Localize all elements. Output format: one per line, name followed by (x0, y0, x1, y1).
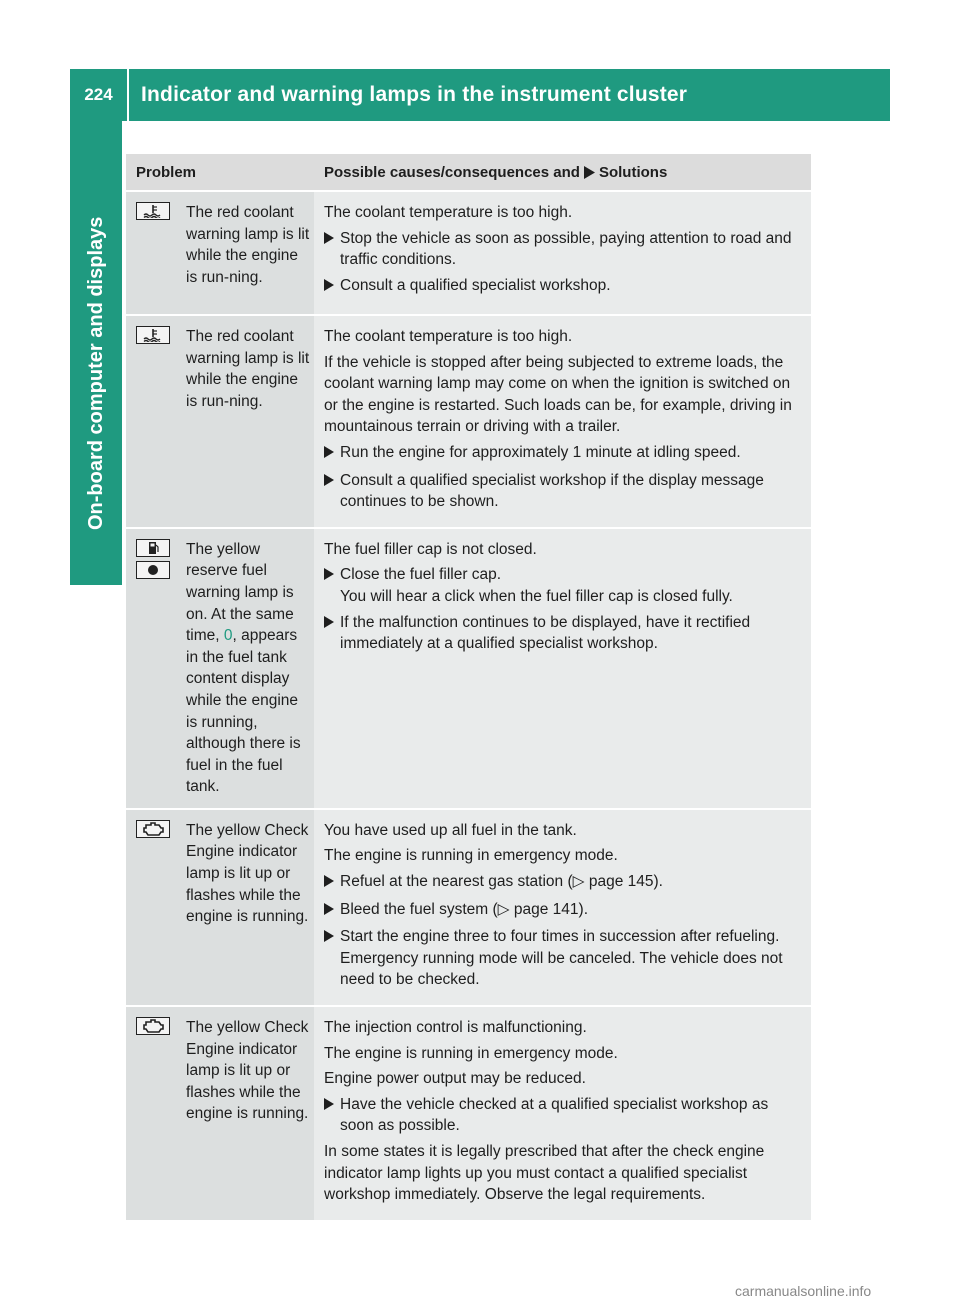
coolant-temp-icon (136, 202, 170, 220)
cause-text: If the vehicle is stopped after being subjected to extreme loads, the coolant warning lamp may come on when the ignition is switched on or the engine is restarted. Such loads can be, for example, driving in mountainous terrain or driving with a trailer. (324, 353, 792, 436)
solution-step-text: Stop the vehicle as soon as possible, paying attention to road and traffic conditions. (340, 229, 792, 269)
step-arrow-icon (324, 564, 340, 607)
table-body (126, 192, 811, 1222)
problem-text: The yellow Check Engine indicator lamp is lit up or flashes while the engine is running. (186, 1019, 309, 1123)
solutions-cell (314, 316, 811, 527)
solution-step (324, 899, 803, 923)
solution-step-text: Run the engine for approximately 1 minute at idling speed. (340, 443, 741, 461)
page-header (70, 69, 890, 121)
coolant-temp-icon (136, 326, 170, 344)
solution-step (324, 442, 803, 466)
cause-text: The fuel filler cap is not closed. (324, 540, 537, 558)
problem-text-start: The yellow reserve fuel warning lamp is on. At the same time, (186, 540, 294, 645)
problem-cell (126, 192, 314, 314)
table-row (126, 810, 811, 1007)
problem-cell (126, 529, 314, 808)
step-arrow-icon (324, 926, 340, 991)
cause-text: You have used up all fuel in the tank. (324, 821, 577, 839)
solution-step (324, 1094, 803, 1137)
cause-text: In some states it is legally prescribed that after the check engine indicator lamp lights up you must contact a qualified specialist workshop immediately. Observe the legal requirements. (324, 1143, 765, 1204)
step-arrow-icon (324, 1094, 340, 1137)
table-row (126, 192, 811, 316)
solutions-header-suffix: Solutions (598, 163, 668, 181)
chapter-side-tab-label: On-board computer and displays (85, 216, 107, 530)
table-row (126, 316, 811, 529)
solution-step-text: Consult a qualified specialist workshop if the display message continues to be shown. (340, 471, 764, 511)
solution-step-text: Refuel at the nearest gas station (▷ page 145). (340, 873, 663, 891)
solution-step-note: You will hear a click when the fuel filler cap is closed fully. (340, 587, 733, 605)
cause-text: The coolant temperature is too high. (324, 204, 573, 221)
step-arrow-icon (324, 275, 340, 299)
problem-column-header: Problem (126, 154, 314, 190)
fuel-level-zero-value: 0 (223, 627, 233, 645)
cause-text: The engine is running in emergency mode. (324, 1044, 618, 1062)
solution-step (324, 470, 803, 513)
solution-step-text: Start the engine three to four times in succession after refueling. Emergency running mode will be canceled. The vehicle does not need to be checked. (340, 928, 783, 989)
warning-lamp-table (126, 154, 811, 1222)
step-arrow-icon (324, 228, 340, 271)
solution-step (324, 871, 803, 895)
step-arrow-icon (324, 871, 340, 895)
step-arrow-icon (324, 470, 340, 513)
problem-cell (126, 316, 314, 527)
solutions-cell (314, 810, 811, 1005)
solutions-cell (314, 192, 811, 314)
step-arrow-icon (324, 899, 340, 923)
check-engine-icon (136, 1017, 170, 1035)
cause-text: Engine power output may be reduced. (324, 1070, 586, 1088)
problem-text: The red coolant warning lamp is lit while the engine is run-ning. (186, 328, 310, 410)
solutions-header-prefix: Possible causes/consequences and (324, 163, 580, 181)
cause-text: The engine is running in emergency mode. (324, 847, 618, 865)
solutions-cell (314, 1007, 811, 1220)
problem-text: The yellow Check Engine indicator lamp is lit up or flashes while the engine is running. (186, 821, 309, 926)
problem-cell (126, 1007, 314, 1220)
problem-cell (126, 810, 314, 1005)
table-header-row (126, 154, 811, 192)
check-engine-icon (136, 820, 170, 838)
solution-step-text: Have the vehicle checked at a qualified specialist workshop as soon as possible. (340, 1095, 769, 1135)
action-arrow-icon (584, 166, 595, 179)
solution-step-text: If the malfunction continues to be displayed, have it rectified immediately at a qualified specialist workshop. (340, 613, 751, 653)
solution-step-text: Bleed the fuel system (▷ page 141). (340, 900, 588, 918)
fuel-cap-icon (136, 561, 170, 579)
cause-text: The injection control is malfunctioning. (324, 1019, 587, 1037)
step-arrow-icon (324, 442, 340, 466)
watermark: carmanualsonline.info (735, 1283, 872, 1299)
solution-step (324, 228, 803, 271)
problem-text-end: , appears in the fuel tank content display while the engine is running, although there is fuel in the fuel tank. (186, 627, 301, 796)
solution-step-text: Consult a qualified specialist workshop. (340, 276, 611, 294)
solution-step (324, 612, 803, 655)
page-title: Indicator and warning lamps in the instrument cluster (141, 83, 688, 106)
solutions-cell (314, 529, 811, 808)
solution-step-text: Close the fuel filler cap. (340, 566, 502, 584)
cause-text: The coolant temperature is too high. (324, 328, 573, 345)
problem-text: The red coolant warning lamp is lit while the engine is run-ning. (186, 204, 310, 286)
table-row (126, 1007, 811, 1222)
solution-step (324, 275, 803, 299)
step-arrow-icon (324, 612, 340, 655)
solution-step (324, 564, 803, 607)
fuel-pump-icon (136, 539, 170, 557)
solution-step (324, 926, 803, 991)
table-row (126, 529, 811, 810)
problem-text (186, 539, 310, 798)
page-number: 224 (84, 85, 113, 104)
solutions-column-header (314, 154, 811, 190)
